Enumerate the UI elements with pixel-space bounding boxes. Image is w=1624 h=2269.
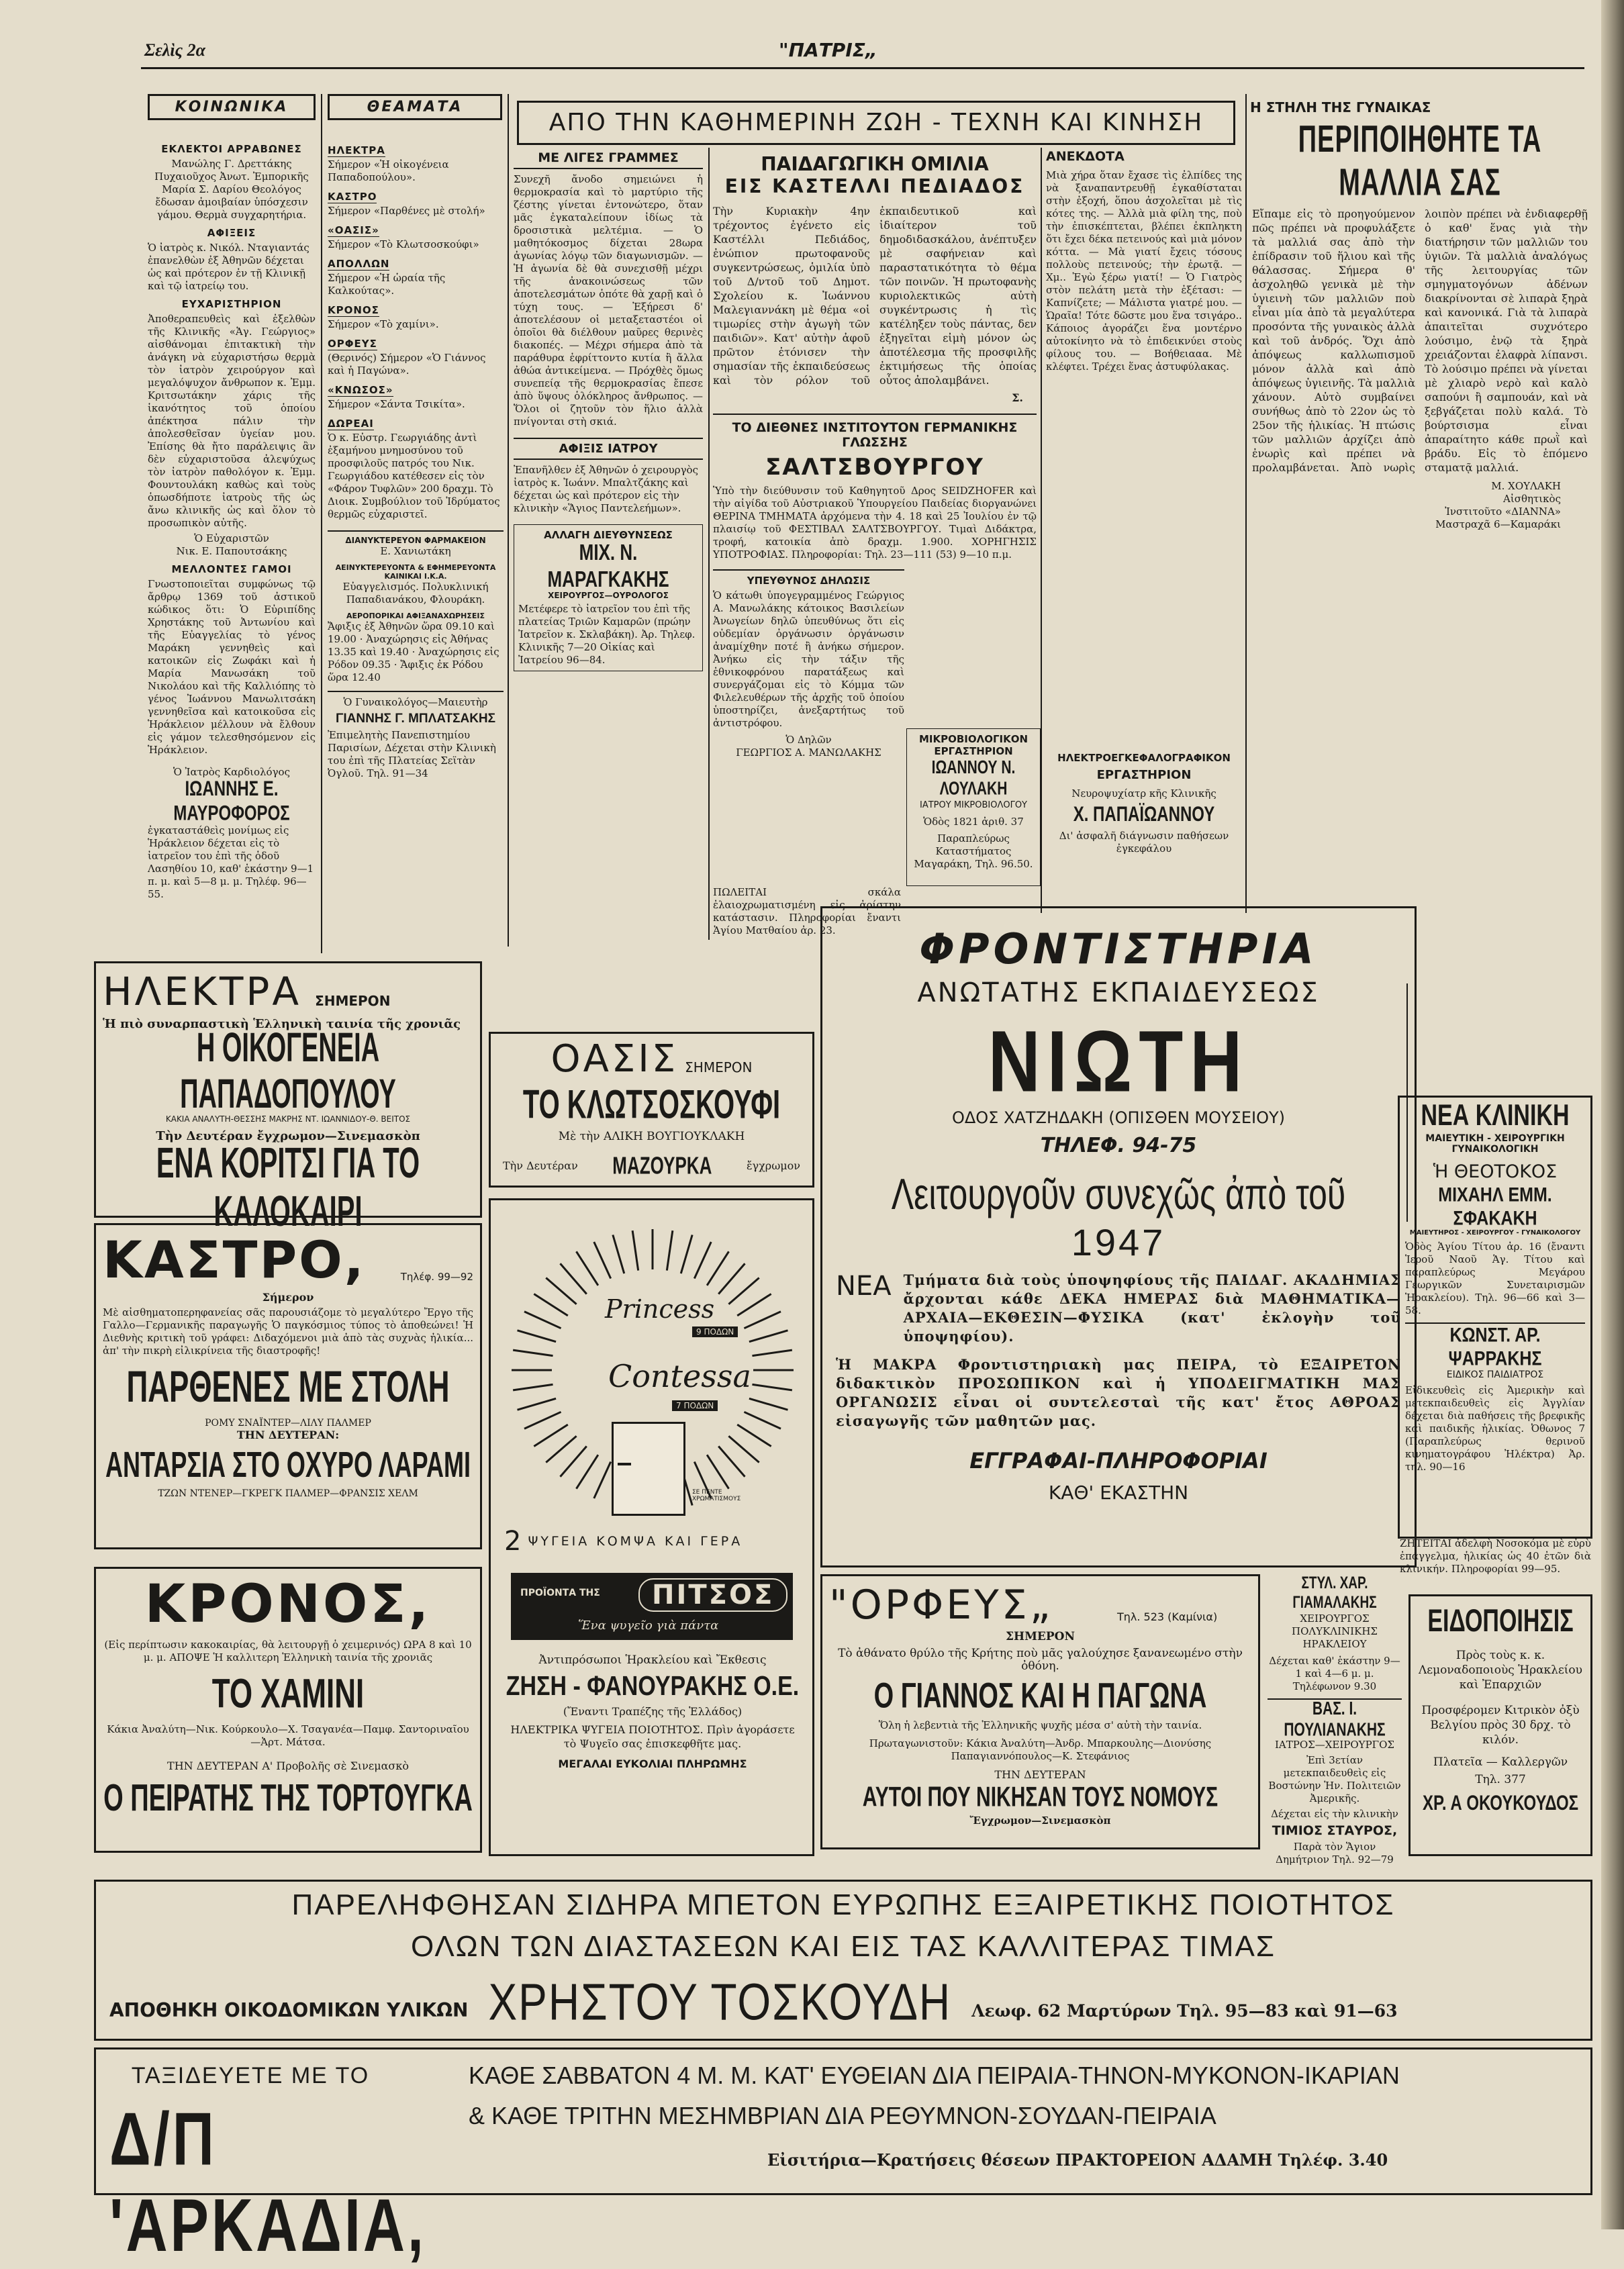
pitsos-slogan: Ἕνα ψυγεῖο γιὰ πάντα: [578, 1619, 719, 1633]
lab-ad: [906, 728, 1041, 886]
institute-city: ΣΑΛΤΣΒΟΥΡΓΟΥ: [765, 454, 984, 481]
pitsos-rep: Ἀντιπρόσωποι Ἡρακλείου καὶ Ἔκθεσις: [538, 1653, 767, 1667]
fridge-size-2: 7 ΠΟΔΩΝ: [672, 1400, 718, 1411]
orfeus-title: "ΟΡΦΕΥΣ„: [829, 1582, 1053, 1629]
sun-ray: [534, 1425, 567, 1446]
sun-ray: [546, 1277, 576, 1304]
kastro-tel: Τηλέφ. 99—92: [400, 1271, 473, 1283]
iron-ad: [94, 1880, 1592, 2041]
surgeon2-sub: ΙΑΤΡΟΣ—ΧΕΙΡΟΥΡΓΟΣ: [1274, 1739, 1394, 1751]
clinic-doctor: ΜΙΧΑΗΛ ΕΜΜ. ΣΦΑΚΑΚΗ: [1438, 1184, 1552, 1230]
eeg-ad: [1046, 752, 1242, 855]
sun-ray: [560, 1263, 586, 1294]
lab-address-2: Παραπλεύρως Καταστήματος Μαγαράκη, Τηλ. 96.50.: [914, 832, 1033, 870]
theater-name: ΟΡΦΕΥΣ: [328, 338, 377, 350]
gyn-title: Ὁ Γυναικολόγος—Μαιευτὴρ: [328, 691, 504, 709]
sun-ray: [594, 1242, 611, 1279]
lecture-text: Τὴν Κυριακὴν 4ην τρέχοντος ἐγένετο εἰς Καστέλλι Πεδιάδος, ἐνώπιον πρωτοφανοῦς συγκεντρώσεως, ὁμιλία ὑπὸ τοῦ Δ/ντοῦ τοῦ Δημοτ. Σχολείου κ. Ἰωάννου Μαλεγιαννάκη μὲ θέμα «οἱ τιμωρίες στὴν ἀγωγὴ τῶν παιδιῶν». Κατ' αὐτὴν ἀφοῦ πρῶτον ἐτόνισεν τὴν σημασίαν τῆς ἐκπαιδεύσεως καὶ τὸν ρόλον τοῦ ἐκπαιδευτικοῦ καὶ ἰδιαίτερον τοῦ δημοδιδασκάλου, ἀνέπτυξεν μὲ σαφήνειαν καὶ παραστατικότητα τὸ θέμα τῶν ποινῶν. Ἡ πρωτοφανὴς κυριολεκτικῶς αὐτὴ συγκέντρωσις ἡ τὶς κατέληξεν τοὺς πάντας, δεν ἐξηγεῖται εἰμὴ μόνον ὡς ἀποτέλεσμα τῆς προσφιλῆς ἐκτιμήσεως τῆς ὁποίας οὗτος ἀπολαμβάνει.: [713, 205, 1037, 387]
sun-ray: [576, 1455, 598, 1488]
tab-theamata: ΘΕΑΜΑΤΑ: [328, 94, 502, 120]
women-column: [1252, 118, 1588, 531]
surgeon-ad: [1268, 1574, 1402, 1866]
oasis-ad: [489, 1032, 814, 1188]
lab-title: ΜΙΚΡΟΒΙΟΛΟΓΙΚΟΝ ΕΡΓΑΣΤΗΡΙΟΝ: [918, 733, 1029, 757]
sun-ray: [632, 1230, 638, 1270]
notice-text: Πρὸς τοὺς κ. κ. Λεμοναδοποιοὺς Ἡρακλείου καὶ Ἐπαρχιῶν: [1418, 1649, 1582, 1692]
notice-ad: [1408, 1594, 1592, 1856]
doctor-text: ἐγκαταστάθεὶς μονίμως εἰς Ἡράκλειον δέχεται εἰς τὸ ἰατρεῖον του ἐπὶ τῆς ὁδοῦ Λασηθίου 10, καθ' ἑκάστην 9—1 π. μ. καὶ 5—8 μ. μ. Τηλέφ. 96—55.: [148, 824, 314, 900]
clinic-ad: [1398, 1096, 1592, 1539]
flights-text: Ἄφιξις ἐξ Ἀθηνῶν ὥρα 09.10 καὶ 19.00 · Ἀναχώρησις εἰς Ἀθήνας 13.35 καὶ 19.40 · Ἀναχώρησις εἰς Ρόδον 09.35 · Ἄφιξις ἐκ Ρόδου ὥρα 12.40: [328, 620, 499, 683]
surgeon-title: ΣΤΥΛ. ΧΑΡ. ΓΙΑΜΑΛΑΚΗΣ: [1292, 1574, 1377, 1612]
ped-title: ΚΩΝΣΤ. ΑΡ. ΨΑΡΡΑΚΗΣ: [1448, 1324, 1542, 1370]
ship-pre: ΤΑΞΙΔΕΥΕΤΕ ΜΕ ΤΟ: [131, 2063, 370, 2088]
ilektra-sub: Ἡ πιὸ συναρπαστικὴ Ἑλληνικὴ ταινία τῆς χρονιᾶς: [103, 1017, 461, 1031]
lecture-sign: Σ.: [1012, 391, 1023, 404]
kastro-cast-2: ΤΖΩΝ ΝΤΕΝΕΡ—ΓΚΡΕΓΚ ΠΑΛΜΕΡ—ΦΡΑΝΣΙΣ ΧΕΛΜ: [158, 1488, 418, 1499]
theater-text: Σήμερον «Τὸ χαμίνι».: [328, 318, 439, 330]
clinic-title: ΝΕΑ ΚΛΙΝΙΚΗ: [1421, 1099, 1570, 1132]
ped-sub: ΕΙΔΙΚΟΣ ΠΑΙΔΙΑΤΡΟΣ: [1446, 1369, 1544, 1380]
pitsos-text: ΗΛΕΚΤΡΙΚΑ ΨΥΓΕΙΑ ΠΟΙΟΤΗΤΟΣ. Πρὶν ἀγοράσετε τὸ Ψυγεῖο σας ἐπισκεφθῆτε μας.: [510, 1723, 795, 1750]
sun-ray: [681, 1235, 692, 1274]
sun-ray: [737, 1425, 771, 1446]
ilektra-film: Η ΟΙΚΟΓΕΝΕΙΑ ΠΑΠΑΔΟΠΟΥΛΟΥ: [180, 1026, 396, 1118]
fridge-line: [504, 1526, 800, 1557]
kronos-next: ΤΗΝ ΔΕΥΤΕΡΑΝ Α' Προβολῆς σὲ Σινεμασκὸ: [167, 1759, 409, 1772]
orfeus-film-2: ΑΥΤΟΙ ΠΟΥ ΝΙΚΗΣΑΝ ΤΟΥΣ ΝΟΜΟΥΣ: [862, 1782, 1219, 1813]
ilektra-film-2: ΕΝΑ ΚΟΡΙΤΣΙ ΓΙΑ ΤΟ ΚΑΛΟΚΑΙΡΙ: [156, 1140, 420, 1236]
front-text: Τμήματα διὰ τοὺς ὑποψηφίους τῆς ΠΑΙΔΑΓ. ΑΚΑΔΗΜΙΑΣ ἄρχονται κάθε ΔΕΚΑ ΗΜΕΡΑΣ διὰ ΜΑΘΗΜΑΤΙΚΑ—ΑΡΧΑΙΑ—ΕΚΘΕΣΙΝ—ΦΥΣΙΚΑ (κατ' ἐκλογὴν τοῦ ὑποψηφίου).: [903, 1271, 1401, 1345]
ad-text: Μετέφερε τὸ ἰατρεῖον του ἐπὶ τῆς πλατείας Τριῶν Καμαρῶν (πρώην Ἰατρεῖον κ. Σκλαβάκη). Ἀρ. Τηλεφ. Κλινικῆς 7—20 Οἰκίας καὶ Ἰατρείου 96—84.: [518, 603, 696, 666]
front-registration: ΕΓΓΡΑΦΑΙ-ΠΛΗΡΟΦΟΡΙΑΙ: [969, 1448, 1268, 1474]
section-title: ΜΕΛΛΟΝΤΕΣ ΓΑΜΟΙ: [171, 563, 292, 575]
arrivals-text: Ὁ ἰατρὸς κ. Νικόλ. Νταγιαντάς ἐπανελθὼν ἐξ Ἀθηνῶν δέχεται ὡς καὶ πρότερον ἐν τῇ Κλινικῇ καὶ τῷ ἰατρείῳ του.: [148, 242, 309, 292]
doctor-name: ΙΩΑΝΝΗΣ Ε. ΜΑΥΡΟΦΟΡΟΣ: [173, 777, 290, 826]
pitsos-payment: ΜΕΓΑΛΑΙ ΕΥΚΟΛΙΑΙ ΠΛΗΡΩΜΗΣ: [558, 1757, 747, 1770]
oasis-color: ἔγχρωμον: [746, 1159, 800, 1172]
ad-sub: ΧΕΙΡΟΥΡΓΟΣ—ΟΥΡΟΛΟΓΟΣ: [548, 591, 669, 600]
oasis-title: ΟΑΣΙΣ: [551, 1037, 679, 1081]
sun-ray: [513, 1350, 553, 1356]
front-daily: ΚΑΘ' ΕΚΑΣΤΗΝ: [1048, 1482, 1189, 1504]
kastro-next: ΤΗΝ ΔΕΥΤΕΡΑΝ:: [236, 1429, 340, 1441]
orfeus-next: ΤΗΝ ΔΕΥΤΕΡΑΝ: [994, 1768, 1086, 1781]
ship-line-2: & ΚΑΘΕ ΤΡΙΤΗΝ ΜΕΣΗΜΒΡΙΑΝ ΔΙΑ ΡΕΘΥΜΝΟΝ-ΣΟΥΔΑΝ-ΠΕΙΡΑΙΑ: [469, 2102, 1216, 2129]
orfeus-text-2: Ὅλη ἡ λεβεντιὰ τῆς Ἑλληνικῆς ψυχῆς μέσα σ' αὐτὴ τὴν ταινία.: [878, 1719, 1202, 1731]
pitsos-pre: ΠΡΟΪΟΝΤΑ ΤΗΣ: [520, 1588, 600, 1598]
ped-text: Εἰδικευθεὶς εἰς Ἀμερικὴν καὶ μετεκπαιδευθεὶς εἰς Ἀγγλίαν δέχεται διὰ παθήσεις τῆς βρεφικῆς καὶ παιδικῆς ἡλικίας. Ὀθωνος 7 (Παραπλεύρως θερινοῦ κινηματογράφου Ἠλέκτρα) Ἀρ. τηλ. 90—16: [1405, 1384, 1585, 1473]
sun-ray: [744, 1412, 781, 1429]
declaration-text: Ὁ κάτωθι ὑπογεγραμμένος Γεώργιος Α. Μανωλάκης κάτοικος Βασιλείων Ἀνωγείων δηλῶ ὑπευθύνως ὅτι εἰς οὐδεμίαν ὀργάνωσιν ὀργάνωσιν ἀναμίχθην ποτέ ἢ ἀνήκω σήμερον. Ἀνήκω εἰς τὴν τάξιν τῆς ἐθνικοφρόνου παρατάξεως καὶ συνεργάζομαι εἰς τὸ Κόμμα τῶν Φιλελευθέρων τῆς ἀρχῆς τοῦ ὁποίου ὑποστηρίζει, ἀνεξαρτήτως τοῦ ἀντιστρόφου.: [713, 589, 904, 729]
weddings-text: Γνωστοποιεῖται συμφώνως τῷ ἄρθρῳ 1369 τοῦ ἀστικοῦ κώδικος ὅτι: Ὁ Εὐριπίδης Χρηστάκης τοῦ Ἀντωνίου καὶ τῆς Εὐαγγελίας τὸ γένος Μαράκη γεννηθεὶς καὶ κατοικῶν εἰς Ζωφάκι καὶ ἡ Μαρία Μανωσάκη τοῦ Νικολάου καὶ τῆς Καλλιόπης τὸ γένος Ἰωάννου Μανωλιτσάκη γεννηθεῖσα καὶ κατοικοῦσα εἰς Ἡράκλειον μέλλουν νὰ ἔλθουν εἰς γάμον τελεσθησόμενον εἰς Ἡράκλειον.: [148, 578, 316, 756]
sale-text: ΠΩΛΕΙΤΑΙ σκάλα ἐλαιοχρωματισμένη εἰς ἀρίστην κατάστασιν. Πληροφορίαι ἔναντι Ἁγίου Ματθαίου ἀρ. 23.: [713, 886, 901, 936]
ship-line-1: ΚΑΘΕ ΣΑΒΒΑΤΟΝ 4 Μ. Μ. ΚΑΤ' ΕΥΘΕΙΑΝ ΔΙΑ ΠΕΙΡΑΙΑ-ΤΗΝΟΝ-ΜΥΚΟΝΟΝ-ΙΚΑΡΙΑΝ: [469, 2062, 1400, 2089]
sun-ray: [560, 1446, 586, 1476]
ship-name: Δ/Π 'ΑΡΚΑΔΙΑ,: [109, 2097, 426, 2268]
frontistiria-ad: [820, 906, 1417, 1567]
clinic-doctor-sub: ΜΑΙΕΥΤΗΡΟΣ - ΧΕΙΡΟΥΡΓΟΥ - ΓΥΝΑΙΚΟΛΟΓΟΥ: [1409, 1229, 1581, 1237]
lecture-column: [713, 149, 1037, 759]
women-text: Εἴπαμε εἰς τὸ προηγούμενον πῶς πρέπει νὰ προφυλάξετε τὰ μαλλιά σας ἀπὸ τὴν ἐπίδρασιν τοῦ ἥλιου καὶ τῆς θάλασσας. Σήμερα θ' ἀσχοληθῶ γενικὰ μὲ τὴν ὑγιεινὴ τῶν μαλλιῶν ποὺ εἶναι μία ἀπὸ τὰ μεγαλύτερα προσόντα τῆς γυναικὸς ἀλλὰ καὶ τοῦ ἀνδρός. Ὅχι ἀπὸ ἀπόψεως καλλωπισμοῦ μόνον ἀλλὰ καὶ ἀπὸ ἀπόψεως ὑγιεινῆς. Τὰ μαλλιὰ χάνουν. Αὐτὸ συμβαίνει συνήθως ἀπὸ τὸ 22ον ὡς τὸ 25ον τῆς ἡλικίας. Ἡ πτώσις τῶν μαλλιῶν ἀρχίζει ἀπὸ ἐνωρὶς καὶ πρέπει νὰ προλαμβάνεται. Ἀπὸ νωρὶς λοιπὸν πρέπει νὰ ἐνδιαφερθῇ ὁ καθ' ἕνας γιὰ τὴν διατήρησιν τῶν μαλλιῶν του ὑγιῶν. Τὰ μαλλιὰ ἀναλόγως τῆς λειτουργίας τῶν σμηγματογόνων ἀδένων διακρίνονται σὲ λιπαρὰ ξηρὰ καὶ κανονικά. Γιὰ τὰ λιπαρὰ ἀπαιτεῖται συχνότερο λούσιμο, ἐνῷ τὰ ξηρὰ χρειάζονται ἐλαφρὰ λίπανσι. Τὸ λούσιμο πρέπει νὰ γίνεται μὲ χλιαρὸ νερὸ καὶ καλὸ σαπούνι ἢ σαμπουάν, καὶ νὰ ξεβγάζεται πολὺ καλά. Τὸ βούρτσισμα εἶναι ἀπαραίτητο κάθε πρωῒ καὶ βράδυ. Εἰς τὸ ἑπόμενο σταματᾷ μαλλιά.: [1252, 207, 1588, 474]
theater-text: (Θερινός) Σήμερον «Ὁ Γιάννος καὶ ἡ Παγώνα».: [328, 352, 486, 377]
front-since: Λειτουργοῦν συνεχῶς ἀπὸ τοῦ: [891, 1169, 1346, 1219]
gyn-name: ΓΙΑΝΝΗΣ Γ. ΜΠΛΑΤΣΑΚΗΣ: [335, 712, 496, 726]
front-address: ΟΔΟΣ ΧΑΤΖΗΔΑΚΗ (ΟΠΙΣΘΕΝ ΜΟΥΣΕΙΟΥ): [951, 1108, 1285, 1127]
sun-ray: [749, 1398, 788, 1410]
theater-text: Σήμερον «Παρθένες μὲ στολή»: [328, 205, 485, 217]
sun-ray: [737, 1294, 771, 1315]
anecdotes-column: [1046, 149, 1242, 373]
fridge-image: [612, 1422, 685, 1516]
fridge-slogan: ΨΥΓΕΙΑ ΚΟΜΨΑ ΚΑΙ ΓΕΡΑ: [528, 1534, 743, 1549]
iron-owner: ΧΡΗΣΤΟΥ ΤΟΣΚΟΥΔΗ: [488, 1972, 952, 2031]
sun-ray: [518, 1398, 557, 1410]
short-lines-text: Συνεχῆ ἄνοδο σημειώνει ἡ θερμοκρασία καὶ τὸ μαρτύριο τῆς ζέστης γίνεται ἐντονώτερο, ὅταν μᾶς ἐγκαταλείπουν ἰδίως τὰ δροσιστικὰ μελτέμια. — Ὁ μαθητόκοσμος δίχεται 28ωρα ἀγωνίας λόγῳ τῶν διαγωνισμῶν. — Ἡ ἀγωνία δὲ θὰ συνεχισθῇ μέχρι τῆς ἀνακοινώσεως τῶν ἀποτελεσμάτων ὁπότε θὰ χαρῇ καὶ ὁ τύχη τους. — Ἐξήρεσι δ' ἀποτελέσουν οἱ μεταξεταστέοι οἱ ὁποῖοι θὰ διέλθουν μαῦρες θερινὲς διακοπές. — Μέχρι σήμερα ἀπὸ τὰ παράθυρα ἐφρίττοντο κυτία ἢ ἄλλα ἀθώα ἀντικείμενα. — Πρόχθὲς ὅμως συνεπείᾳ τῆς θερμοκρασίας ἔπεσε ἀπὸ ὕψους ὁλόκληρος ἄνθρωπος. — Ὅλοι οἱ ζητοῦν τὸν ἥλιο ἀλλὰ πνίγονται στὴ σκιά.: [514, 173, 703, 428]
oasis-today: ΣΗΜΕΡΟΝ: [685, 1059, 753, 1075]
fridge-brand: Princess: [605, 1294, 715, 1324]
page-binding-shadow: [1601, 0, 1624, 2229]
sun-ray: [576, 1251, 598, 1285]
ilektra-ad: [94, 961, 482, 1236]
iron-store: ΑΠΟΘΗΚΗ ΟΙΚΟΔΟΜΙΚΩΝ ΥΛΙΚΩΝ: [109, 1999, 469, 2021]
sun-ray: [744, 1312, 781, 1329]
theater-text: Σήμερον «Ἡ οἰκογένεια Παπαδοπούλου».: [328, 158, 449, 183]
sun-ray: [613, 1235, 624, 1274]
kronos-film-2: Ο ΠΕΙΡΑΤΗΣ ΤΗΣ ΤΟΡΤΟΥΓΚΑ: [103, 1777, 473, 1820]
surgeon2-text-2: Δέχεται εἰς τὴν κλινικὴν: [1271, 1808, 1398, 1820]
institute-ad: [713, 414, 1037, 561]
iron-line-2: ΟΛΩΝ ΤΩΝ ΔΙΑΣΤΑΣΕΩΝ ΚΑΙ ΕΙΣ ΤΑΣ ΚΑΛΛΙΤΕΡΑΣ ΤΙΜΑΣ: [410, 1930, 1276, 1963]
surgeon-text: Δέχεται καθ' ἑκάστην 9—1 καὶ 4—6 μ. μ. Τηλέφωνον 9.30: [1269, 1655, 1400, 1692]
theater-text: Σήμερον «Τὸ Κλωτσοσκούφι»: [328, 238, 479, 250]
sun-ray: [667, 1230, 673, 1270]
eeg-title: ΗΛΕΚΤΡΟΕΓΚΕΦΑΛΟΓΡΑΦΙΚΟΝ: [1057, 752, 1231, 764]
women-title: ΠΕΡΙΠΟΙΗΘΗΤΕ ΤΑ ΜΑΛΛΙΑ ΣΑΣ: [1298, 118, 1542, 204]
theater-text: Σήμερον «Σάντα Τσικίτα».: [328, 398, 465, 410]
theater-name: ΑΠΟΛΛΩΝ: [328, 258, 390, 270]
header-rule: [141, 67, 1584, 69]
fridge-tag: ΣΕ ΠΕΝΤΕ ΧΡΩΜΑΤΙΣΜΟΥΣ: [692, 1489, 741, 1502]
theater-name: ΚΡΟΝΟΣ: [328, 304, 379, 316]
front-year: 1947: [1071, 1221, 1166, 1263]
notice-title: ΕΙΔΟΠΟΙΗΣΙΣ: [1427, 1603, 1574, 1639]
ilektra-monday: Τὴν Δευτέραν ἔγχρωμον—Σινεμασκὸπ: [156, 1129, 420, 1143]
theater-text: Ὁ κ. Εὐστρ. Γεωργιάδης ἀντὶ ἐξαμήνου μνημοσύνου τοῦ προσφιλοῦς πατρός του Νικ. Γεωργιάδου κατέθεσεν εἰς τὸν «Φάρον Τυφλῶν» 200 δραχμ. Τὸ Διοικ. Συμβούλιον τοῦ Ἱδρύματος θερμῶς εὐχαριστεῖ.: [328, 432, 500, 520]
notice-tel: Τηλ. 377: [1475, 1773, 1526, 1786]
theater-name: «ΚΝΩΣΟΣ»: [328, 384, 393, 396]
thanks-sign: Ὁ Εὐχαριστῶν Νικ. Ε. Παπουτσάκης: [176, 532, 287, 557]
social-column: [148, 138, 316, 901]
ilektra-title: ΗΛΕΚΤΡΑ: [103, 969, 302, 1014]
iron-address: Λεωφ. 62 Μαρτύρων Τηλ. 95—83 καὶ 91—63: [971, 2001, 1398, 2021]
oasis-film: ΤΟ ΚΛΩΤΣΟΣΚΟΥΦΙ: [522, 1082, 781, 1127]
notice-text-2: Προσφέρομεν Κιτρικὸν ὀξὺ Βελγίου πρὸς 30 δρχ. τὸ κιλόν.: [1421, 1704, 1580, 1747]
kastro-next-cast: ΡΟΜΥ ΣΝΑΪΝΤΕΡ—ΛΙΛΥ ΠΑΛΜΕΡ: [205, 1418, 371, 1429]
kastro-ad: [94, 1223, 482, 1549]
sun-ray: [728, 1436, 759, 1462]
sun-ray: [752, 1350, 792, 1356]
iron-line-1: ΠΑΡΕΛΗΦΘΗΣΑΝ ΣΙΔΗΡΑ ΜΠΕΤΟΝ ΕΥΡΩΠΗΣ ΕΞΑΙΡΕΤΙΚΗΣ ΠΟΙΟΤΗΤΟΣ: [291, 1888, 1395, 1921]
institute-text: Ὑπὸ τὴν διεύθυνσιν τοῦ Καθηγητοῦ Δρος SEIDZHOFER καὶ τὴν αἰγίδα τοῦ Αὐστριακοῦ Ὑπουργείου Παιδείας διοργανώνει ΘΕΡΙΝΑ ΤΜΗΜΑΤΑ ἀρχόμενα τὴν 4. 18 καὶ 25 Ἰουλίου ἐν τῷ πλαισίῳ τοῦ ΦΕΣΤΙΒΑΛ ΣΑΛΤΣΒΟΥΡΓΟΥ. Τιμαὶ Διδάκτρα, τροφή, κατοικία ἀπὸ δραχμ. 1.900. ΧΟΡΗΓΗΣΙΣ ΥΠΟΤΡΟΦΙΑΣ. Πληροφορίαι: Τηλ. 23—111 (53) 9—10 π.μ.: [713, 485, 1037, 561]
section-title: ΕΥΧΑΡΙΣΤΗΡΙΟΝ: [181, 298, 282, 310]
fridge-handle-icon: [618, 1463, 631, 1465]
kronos-title: ΚΡΟΝΟΣ,: [144, 1574, 432, 1635]
sun-ray: [752, 1384, 792, 1390]
institute-title: ΤΟ ΔΙΕΘΝΕΣ ΙΝΣΤΙΤΟΥΤΟΝ ΓΕΡΜΑΝΙΚΗΣ ΓΛΩΣΣΗΣ: [732, 420, 1018, 450]
eeg-sub: ΕΡΓΑΣΤΗΡΙΟΝ: [1096, 768, 1192, 782]
theater-text: Σήμερον «Ἡ ὡραία τῆς Καλκούτας».: [328, 272, 446, 297]
kronos-cast: Κάκια Ἀναλύτη—Νικ. Κούρκουλο—Χ. Τσαγανέα—Παμφ. Σαντοριναῖου—Ἀρτ. Μάτσα.: [107, 1723, 469, 1748]
sun-ray: [718, 1446, 745, 1476]
sun-ray: [718, 1263, 745, 1294]
theaters-column: [328, 138, 504, 780]
sun-ray: [513, 1384, 553, 1390]
small-ad: [1400, 1537, 1591, 1576]
surgeon2-clinic: ΤΙΜΙΟΣ ΣΤΑΥΡΟΣ,: [1272, 1823, 1398, 1838]
notice-address: Πλατεῖα — Καλλεργῶν: [1433, 1755, 1568, 1769]
clinic-sub: ΜΑΙΕΥΤΙΚΗ - ΧΕΙΡΟΥΡΓΙΚΗ ΓΥΝΑΙΚΟΛΟΓΙΚΗ: [1425, 1133, 1565, 1155]
orfeus-tel: Τηλ. 523 (Καμίνια): [1117, 1610, 1218, 1623]
clinics-title: ΑΕΙΝΥΚΤΕΡΕΥΟΝΤΑ & ΕΦΗΜΕΡΕΥΟΝΤΑ ΚΑΙΝΙΚΑΙ Ι.Κ.Α.: [335, 563, 496, 581]
kronos-film: ΤΟ ΧΑΜΙΝΙ: [211, 1671, 365, 1717]
orfeus-color: Ἔγχρωμον—Σινεμασκὸπ: [969, 1815, 1111, 1827]
section-title: ΕΚΛΕΚΤΟΙ ΑΡΡΑΒΩΝΕΣ: [161, 143, 302, 155]
kronos-text: (Εἰς περίπτωσιν κακοκαιρίας, θὰ λειτουργῇ ὁ χειμερινός) ΩΡΑ 8 καὶ 10 μ. μ. ΑΠΟΨΕ Ἡ καλλιτερη Ἑλληνικὴ ταινία τῆς χρονιᾶς: [104, 1639, 472, 1663]
kronos-ad: [94, 1567, 482, 1853]
sun-ray: [518, 1331, 557, 1342]
sun-ray: [546, 1436, 576, 1462]
section-title: ΑΝΕΚΔΟΤΑ: [1046, 149, 1125, 164]
doctor-return-text: Ἐπανῆλθεν ἐξ Ἀθηνῶν ὁ χειρουργὸς ἰατρὸς κ. Ἰωάνν. Μπαλτζάκης καὶ δέχεται ὡς καὶ πρότερον εἰς τὴν κλινικὴν «Ἅγιος Παντελεήμων».: [514, 464, 698, 514]
sun-ray: [749, 1331, 788, 1342]
pharmacy-title: ΔΙΑΝΥΚΤΕΡΕΥΟΝ ΦΑΡΜΑΚΕΙΟΝ: [328, 530, 504, 545]
section-title: ΜΕ ΛΙΓΕΣ ΓΡΑΜΜΕΣ: [514, 149, 703, 169]
eeg-text: Νευροψυχίατρ κῆς Κλινικῆς: [1071, 787, 1216, 800]
sun-ray: [594, 1461, 611, 1498]
pitsos-brand: ΠΙΤΣΟΣ: [638, 1578, 787, 1612]
sun-ray: [707, 1251, 728, 1285]
theater-name: ΗΛΕΚΤΡΑ: [328, 144, 385, 156]
theater-name: ΚΑΣΤΡΟ: [328, 191, 377, 203]
ship-line-3: Εἰσιτήρια—Κρατήσεις θέσεων ΠΡΑΚΤΟΡΕΙΟΝ ΑΔΑΜΗ Τηλέφ. 3.40: [767, 2150, 1388, 2170]
ilektra-cast: ΚΑΚΙΑ ΑΝΑΛΥΤΗ-ΘΕΣΣΗΣ ΜΑΚΡΗΣ ΝΤ. ΙΩΑΝΝΙΔΟΥ-Θ. ΒΕΙΤΟΣ: [165, 1114, 411, 1124]
front-new: ΝΕΑ: [836, 1271, 892, 1302]
declaration-sign: Ὁ Δηλῶν ΓΕΩΡΓΙΟΣ Α. ΜΑΝΩΛΑΚΗΣ: [736, 734, 881, 759]
lecture-title-2: ΕΙΣ ΚΑΣΤΕΛΛΙ ΠΕΔΙΑΔΟΣ: [724, 175, 1025, 197]
address-change-ad: [514, 524, 703, 671]
front-tel: ΤΗΛΕΦ. 94-75: [1040, 1134, 1197, 1157]
doctor-title: Ὁ Ἰατρὸς Καρδιολόγος: [173, 766, 290, 778]
front-title: ΦΡΟΝΤΙΣΤΗΡΙΑ: [919, 924, 1318, 973]
paper-name: "ΠΑΤΡΙΣ„: [779, 39, 877, 61]
kastro-text: Μὲ αἰσθηματοπερηφανείας σᾶς παρουσιάζομε τὸ μεγαλύτερο Ἔργο τῆς Γαλλο—Γερμανικῆς παραγωγῆς Ὁ παγκόσμιος τύπος τὸ ἀποθεώνει! Ἡ Διεθνὴς κριτικὴ τοῦ γράφει: Διδαχόμενοι μιὰ ἀπὸ τὰς συχνὰς ἠλικία... ἀπ' τὴν πικρὴ εἰλικρίνεια τῆς διαστροφῆς!: [103, 1306, 473, 1357]
pitsos-banner: [511, 1573, 793, 1640]
section-title: ΥΠΕΥΘΥΝΟΣ ΔΗΛΩΣΙΣ: [747, 575, 871, 587]
sun-ray: [524, 1412, 561, 1429]
ship-ad: [94, 2047, 1592, 2268]
fridge-model: Contessa: [608, 1358, 751, 1394]
section-banner: ΑΠΟ ΤΗΝ ΚΑΘΗΜΕΡΙΝΗ ΖΩΗ - ΤΕΧΝΗ ΚΑΙ ΚΙΝΗΣΗ: [517, 101, 1235, 145]
lecture-title: ΠΑΙΔΑΓΩΓΙΚΗ ΟΜΙΛΙΑ: [761, 153, 989, 175]
sun-ray: [694, 1242, 711, 1279]
clinics-text: Εὐαγγελισμός. Πολυκλινική Παπαδιανάκου, Φλουράκη.: [342, 581, 489, 606]
kastro-today: Σήμερον: [262, 1291, 314, 1304]
orfeus-ad: [820, 1574, 1260, 1849]
sun-ray: [728, 1277, 759, 1304]
clinic-name: Ἡ ΘΕΟΤΟΚΟΣ: [1433, 1161, 1558, 1182]
engagement-text: Μανώλης Γ. Δρεττάκης Πυχαιοῦχος Ἀνωτ. Ἐμπορικῆς Μαρία Σ. Δαρίου Θεολόγος ἔδωσαν ἀμοιβαίαν ὑπόσχεσιν γάμου. Θερμὰ συγχαρητήρια.: [154, 158, 309, 221]
ad-name: ΜΙΧ. Ν. ΜΑΡΑΓΚΑΚΗΣ: [547, 538, 669, 592]
kastro-film-2: ΑΝΤΑΡΣΙΑ ΣΤΟ ΟΧΥΡΟ ΛΑΡΑΜΙ: [105, 1443, 471, 1485]
short-lines-column: [514, 149, 703, 671]
eeg-name: Χ. ΠΑΠΑΪΩΑΝΝΟΥ: [1073, 802, 1215, 826]
front-text-2: Ἡ ΜΑΚΡΑ Φροντιστηριακὴ μας ΠΕΙΡΑ, τὸ ΕΞΑΙΡΕΤΟΝ διδακτικὸν ΠΡΟΣΩΠΙΚΟΝ καὶ ἡ ΥΠΟΔΕΙΓΜΑΤΙΚΗ ΜΑΣ ΟΡΓΑΝΩΣΙΣ εἶναι οἱ συντελεσταὶ τῆς κατ' ἔτος ΑΘΡΟΑΣ εἰσαγωγῆς τῶν μαθητῶν μας.: [836, 1356, 1401, 1429]
declaration: [713, 569, 904, 759]
notice-name: ΧΡ. Α ΟΚΟΥΚΟΥΔΟΣ: [1422, 1791, 1579, 1815]
eeg-text-2: Δι' ἀσφαλῆ διάγνωσιν παθήσεων ἐγκεφάλου: [1059, 830, 1229, 855]
pitsos-address: (Ἔναντι Τραπέζης τῆς Ἑλλάδος): [563, 1705, 743, 1718]
pitsos-company: ΖΗΣΗ - ΦΑΝΟΥΡΑΚΗΣ Ο.Ε.: [506, 1671, 800, 1702]
women-sign: Μ. ΧΟΥΛΑΚΗ Αἰσθητικὸς Ἰνστιτοῦτο «ΔΙΑΝΝΑ» Μαστραχᾶ 6—Καμαράκι: [1435, 480, 1561, 530]
gyn-text: Ἐπιμελητὴς Πανεπιστημίου Παρισίων, Δέχεται στὴν Κλινικὴ του ἐπὶ τῆς Πλατείας Σεϊτὰν Ὀγλοῦ. Τηλ. 91—34: [328, 729, 496, 779]
kastro-film: ΠΑΡΘΕΝΕΣ ΜΕ ΣΤΟΛΗ: [126, 1362, 450, 1412]
kastro-title: ΚΑΣΤΡΟ,: [103, 1230, 366, 1290]
lab-address: Ὁδὸς 1821 ἀριθ. 37: [923, 816, 1024, 828]
fridge-size-1: 9 ΠΟΔΩΝ: [692, 1326, 738, 1337]
pharmacy-name: Ε. Χανιωτάκη: [380, 545, 451, 557]
small-ad-text: ΖΗΤΕΙΤΑΙ ἀδελφὴ Νοσοκόμα μὲ εὐρὺ ἐπάγγελμα, ἡλικίας ὡς 40 ἐτῶν διὰ κλινικήν. Πληροφορίαι 99—95.: [1400, 1537, 1591, 1575]
front-sub: ΑΝΩΤΑΤΗΣ ΕΚΠΑΙΔΕΥΣΕΩΣ: [917, 977, 1320, 1008]
flights-title: ΑΕΡΟΠΟΡΙΚΑΙ ΑΦΙΞΑΝΑΧΩΡΗΣΕΙΣ: [346, 612, 485, 620]
clinic-text: Ὁδὸς Ἁγίου Τίτου ἀρ. 16 (ἔναντι Ἱεροῦ Ναοῦ Ἁγ. Τίτου καὶ παραπλεύρως Μεγάρου Γεωργικῶν Συνεταιρισμῶν Ἡρακλείου). Τηλ. 96—66 καὶ 3—58.: [1405, 1241, 1585, 1316]
women-column-header: Η ΣΤΗΛΗ ΤΗΣ ΓΥΝΑΙΚΑΣ: [1250, 99, 1431, 115]
anecdotes-text: Μιὰ χήρα ὅταν ἔχασε τὶς ἐλπίδες της νὰ ξαναπαντρευθῇ ἐγκαθίσταται στὴν ἐξοχή, ὅπου ἀσχολεῖται μὲ τὶς κότες της. — Ἀλλὰ μιὰ φίλη της, ποὺ τὴν ἐπισκέπτεται, βλέπει ἐκπληκτη ὅτι ἔχει δέκα πετεινούς καὶ μιὰ μόνον κόττα. — Μὰ γιατί ἔχεις τόσους πολλοὺς πετεινούς; τὴν ἐρωτᾷ. — Χμ.. Ἐγὼ ξέρω γιατί! — Ὁ Γιατρὸς στὸν πελάτη μετὰ τὴν ἐξέτασι: — Καπνίζετε; — Μάλιστα γιατρέ μου. — Ὡραῖα! Τότε δῶστε μου ἕνα τσιγάρο.. Κάποιος ἀγοράζει ἕνα μοντέρνο αὐτοκίνητο νὰ τὸ ἐπιδεικνύει στοὺς φίλους του. — Βοήθειααα. Μὲ κλέφτει. Τρέχει ἕνας ἀστυφύλακας.: [1046, 169, 1242, 373]
theater-name: «ΟΑΣΙΣ»: [328, 224, 379, 236]
surgeon-sub: ΧΕΙΡΟΥΡΓΟΣ ΠΟΛΥΚΛΙΝΙΚΗΣ ΗΡΑΚΛΕΙΟΥ: [1291, 1612, 1378, 1650]
sun-ray: [707, 1455, 728, 1488]
ad-title: ΑΛΛΑΓΗ ΔΙΕΥΘΥΝΣΕΩΣ: [544, 529, 673, 541]
lab-sub: ΙΑΤΡΟΥ ΜΙΚΡΟΒΙΟΛΟΓΟΥ: [920, 800, 1027, 810]
fridge-ad: [489, 1198, 814, 1856]
oasis-film-2: ΜΑΖΟΥΡΚΑ: [612, 1151, 712, 1179]
page-number: Σελὶς 2α: [144, 40, 205, 60]
orfeus-film: Ο ΓΙΑΝΝΟΣ ΚΑΙ Η ΠΑΓΩΝΑ: [873, 1676, 1207, 1717]
oasis-monday: Τὴν Δευτέραν: [503, 1159, 578, 1172]
surgeon2-text: Ἐπὶ 3ετίαν μετεκπαιδευθεὶς εἰς Βοστώνην Ἡν. Πολιτειῶν Ἀμερικῆς.: [1268, 1754, 1401, 1804]
orfeus-cast: Πρωταγωνιστοῦν: Κάκια Ἀναλύτη—Ἀνδρ. Μπαρκουλης—Διονύσης Παπαγιαννόπουλος—Κ. Στεφάνιος: [869, 1737, 1212, 1762]
orfeus-text: Τὸ ἀθάνατο θρύλο τῆς Κρήτης ποὺ μᾶς γαλούχησε ξανανεωμένο στὴν ὀθόνη.: [838, 1647, 1243, 1673]
lab-name: ΙΩΑΝΝΟΥ Ν. ΛΟΥΛΑΚΗ: [931, 757, 1016, 799]
front-name: ΝΙΩΤΗ: [988, 1012, 1249, 1110]
orfeus-today: ΣΗΜΕΡΟΝ: [1006, 1630, 1075, 1643]
surgeon2-address: Παρὰ τὸν Ἅγιον Δημήτριον Τηλ. 92—79: [1276, 1841, 1394, 1866]
oasis-cast: Μὲ τὴν ΑΛΙΚΗ ΒΟΥΓΙΟΥΚΛΑΚΗ: [558, 1130, 745, 1143]
tab-koinonika: ΚΟΙΝΩΝΙΚΑ: [148, 94, 316, 120]
thanks-text: Ἀποθεραπευθεὶς καὶ ἐξελθὼν τῆς Κλινικῆς «Ἁγ. Γεώργιος» αἰσθάνομαι ἐπιτακτικὴ τὴν ἀνάγκη νὰ εὐχαριστήσω θερμὰ τὸν ἰατρὸν χειρούργον καὶ μεγαλόψυχον ἄνθρωπον κ. Ἐμμ. Κριτσωτάκην χάρις τῆς ἱκανότητος τοῦ ὁποίου ἀπέκτησα πάλιν τὴν ἀπολεσθεῖσαν ὑγείαν μου. Ἐπίσης θὰ ἤτο παράλειψις ἂν δὲν εὐχαριστοῦσα ἀλεψύχως τὸν ἰατρὸν παθολόγον κ. Ἐμμ. Φουντουλάκη καθὼς καὶ τοὺς ὁπωσδήποτε ἰατροὺς τῆς ὡς ἄνω κλινικῆς ὡς καὶ ὅλον τὸ προσωπικὸν αὐτῆς.: [148, 313, 316, 529]
section-title: ΑΦΙΞΕΙΣ: [207, 227, 256, 239]
sun-ray: [534, 1294, 567, 1315]
fridge-number: 2: [504, 1526, 522, 1557]
theater-name: ΔΩΡΕΑΙ: [328, 418, 374, 430]
section-title: ΑΦΙΞΙΣ ΙΑΤΡΟΥ: [514, 438, 703, 460]
sun-ray: [524, 1312, 561, 1329]
surgeon2-title: ΒΑΣ. Ι. ΠΟΥΛΙΑΝΑΚΗΣ: [1284, 1698, 1386, 1740]
ilektra-today: ΣΗΜΕΡΟΝ: [315, 993, 391, 1009]
